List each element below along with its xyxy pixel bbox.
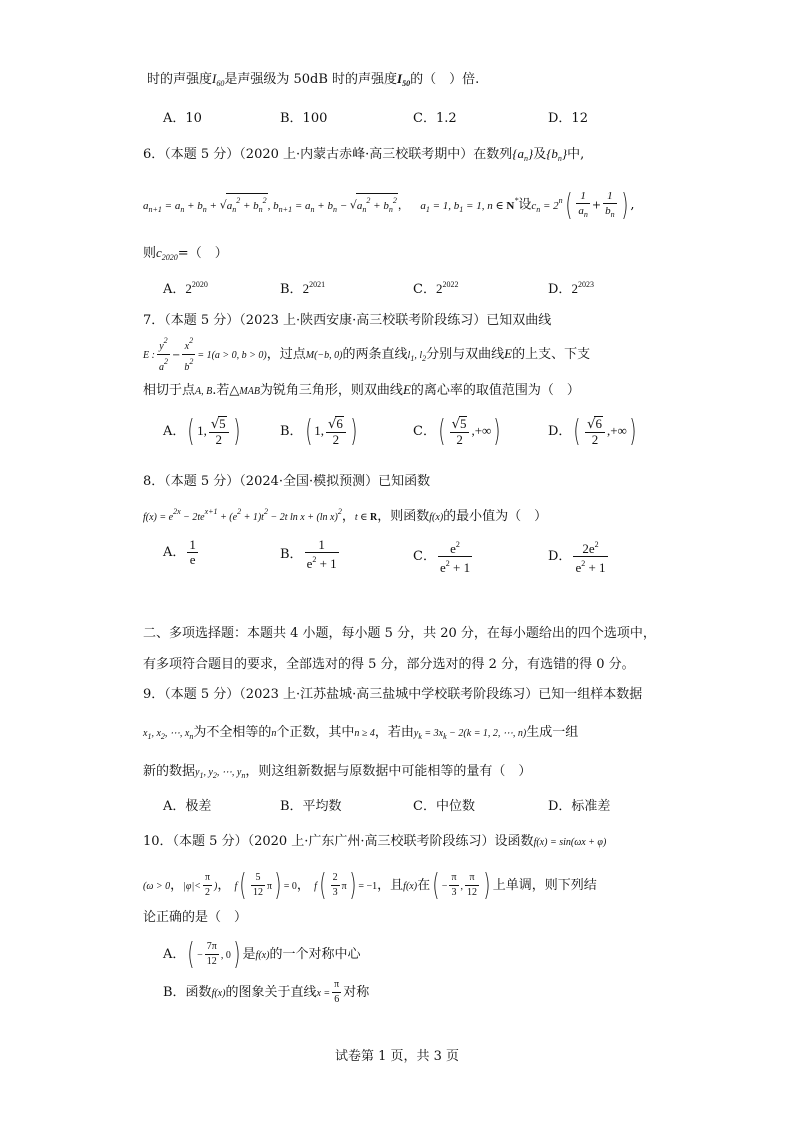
q6-formula: $a_{n+1} = a_n + b_n + √a_n^2 + b_n^2$, $b_{n+1} = a_n + b_n - √a_n^2 + b_n^2$， $a_1 = 1$, $b_1 = 1$, n ∈ N*设$c_n = 2^n$( $\frac{1}{a_n}$ + $\frac{1}{b_n}$ ) , xyxy=(143,188,635,223)
q6-and: 及 xyxy=(533,147,547,162)
q9-line3: 新的数据$y_1$, $y_2$, ⋯, $y_n$，则这组新数据与原数据中可能相等的量有（ ） xyxy=(143,764,532,780)
q6-seq-a: $\{a_n\}$ xyxy=(512,146,534,163)
q8-option-a: A． $\frac{1}{e}$ xyxy=(163,537,196,567)
q8-option-b: B． $\frac{1}{e^2 + 1}$ xyxy=(280,537,337,571)
q5-option-c: C．1.2 xyxy=(413,111,457,126)
q5-option-b: B．100 xyxy=(280,111,328,126)
q6-seq-b: $\{b_n\}$ xyxy=(546,146,568,163)
q6-head: 6．（本题 5 分）（2020 上·内蒙古赤峰·高三校联考期中）在数列 xyxy=(143,147,513,162)
q6-zhong: 中, xyxy=(567,147,585,162)
q6-option-c: C．$2^{2022}$ xyxy=(413,280,459,297)
q5-text-1: 时的声强度 xyxy=(147,72,213,87)
q6-option-a: A．$2^{2020}$ xyxy=(163,280,208,297)
q8-option-c: C． $\frac{e^2}{e^2 + 1}$ xyxy=(413,540,471,575)
q6-stem xyxy=(143,143,584,163)
q5-I50: $I_{50}$ xyxy=(397,71,411,88)
page-footer: 试卷第 1 页，共 3 页 xyxy=(334,1049,460,1064)
q7-option-c: C．( $\frac{√5}{2}$ ,+∞) xyxy=(413,414,501,449)
q9-stem: 9．（本题 5 分）（2023 上·江苏盐城·高三盐城中学校联考阶段练习）已知一组样本数据 xyxy=(143,687,643,702)
q7-option-d: D．( $\frac{√6}{2}$ ,+∞) xyxy=(548,414,637,449)
q7-option-a: A．( 1, $\frac{√5}{2}$ ) xyxy=(163,414,241,449)
q9-line2: $x_1$, $x_2$, ⋯, $x_n$为不全相等的n个正数，其中n ≥ 4，若由$y_k = 3x_k - 2(k = 1$, 2, ⋯, n)生成一组 xyxy=(143,725,579,741)
q7-line3: 相切于点A, B.若△MAB为锐角三角形，则双曲线E的离心率的取值范围为（ ） xyxy=(143,382,580,398)
q5-text-2: 是声强级为 50dB 时的声强度 xyxy=(224,72,398,87)
q9-option-a: A．极差 xyxy=(163,799,212,814)
q5-stem xyxy=(147,68,794,88)
q6-option-b: B．$2^{2021}$ xyxy=(280,280,326,297)
q5-I60: $I_{60}$ xyxy=(212,71,225,88)
section2-heading-line1: 二、多项选择题：本题共 4 小题，每小题 5 分，共 20 分，在每小题给出的四个选项中， xyxy=(143,626,656,641)
q8-stem: 8．（本题 5 分）（2024·全国·模拟预测）已知函数 xyxy=(143,474,431,489)
q10-stem: 10．（本题 5 分）（2020 上·广东广州·高三校联考阶段练习）设函数f(x) = sin(ωx + φ) xyxy=(143,834,607,849)
q5-option-d: D．12 xyxy=(548,111,588,126)
q6-ask: 则$c_{2020}=$（ ） xyxy=(143,245,228,262)
q10-line2: (ω > 0，|φ|< $\frac{\pi}{2}$ )， f( $\frac{5}{12}$ π) = 0， f( $\frac{2}{3}$ π) = −1，且f(x)在( − $\frac{\pi}{3}$ , $\frac{\pi}{12}$ ) 上单调，则下列结 xyxy=(143,868,597,903)
q7-stem: 7．（本题 5 分）（2023 上·陕西安康·高三校联考阶段练习）已知双曲线 xyxy=(143,313,552,328)
q8-formula: $f(x) = e^{2x} - 2te^{x+1} + (e^2 + 1)t^2 - 2t$ ln x + (ln x)$^2$，t ∈ R，则函数f(x)的最小值为（ ） xyxy=(143,507,548,524)
q7-line2: E : $\frac{y^2}{a^2}$ − $\frac{x^2}{b^2}$ = 1(a > 0, b > 0)，过点M(−b, 0)的两条直线$l_1$, $l_2$分别与双曲线E的上支、下支 xyxy=(143,336,591,373)
q7-option-b: B．( 1, $\frac{√6}{2}$ ) xyxy=(280,414,358,449)
q6-ask-text: 则 xyxy=(143,246,157,261)
q6-ask-end: =（ ） xyxy=(177,246,228,261)
section2-heading-line2: 有多项符合题目的要求，全部选对的得 5 分，部分选对的得 2 分，有选错的得 0 分。 xyxy=(143,657,635,672)
q8-option-d: D． $\frac{2e^2}{e^2 + 1}$ xyxy=(548,540,606,575)
q9-option-d: D．标准差 xyxy=(548,799,611,814)
q10-option-a: A．( − $\frac{7\pi}{12}$ , 0) 是f(x)的一个对称中心 xyxy=(163,937,361,972)
q6-option-d: D．$2^{2023}$ xyxy=(548,280,594,297)
q10-line3: 论正确的是（ ） xyxy=(143,910,248,925)
q5-option-a: A．10 xyxy=(163,111,202,126)
q5-text-3: 的（ ）倍. xyxy=(410,72,480,87)
q10-option-b: B．函数f(x)的图象关于直线x = $\frac{\pi}{6}$ 对称 xyxy=(163,979,370,1005)
q9-option-c: C．中位数 xyxy=(413,799,475,814)
q9-option-b: B．平均数 xyxy=(280,799,342,814)
